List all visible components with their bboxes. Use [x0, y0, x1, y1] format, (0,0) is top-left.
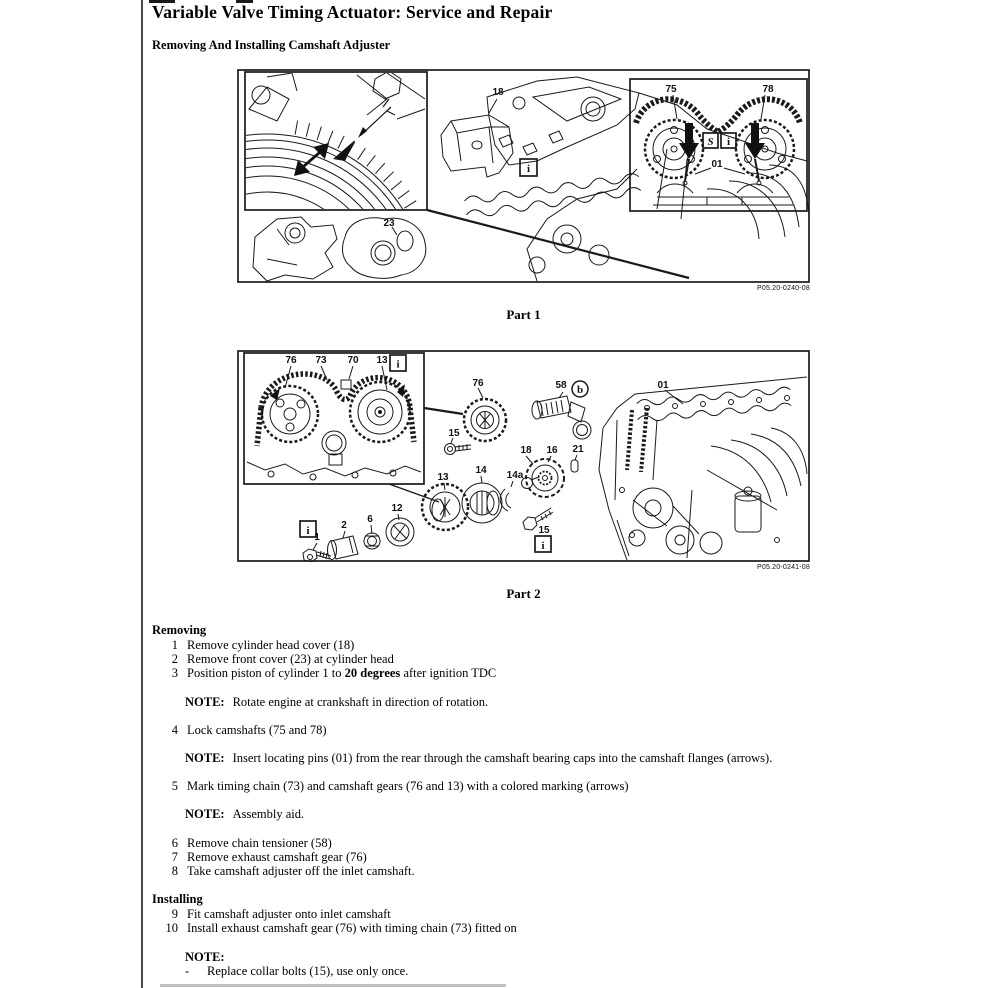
step-5: [152, 779, 872, 793]
part1-inset-damper: [245, 72, 427, 210]
callout-14a: 14a: [506, 470, 524, 481]
step-text: Install exhaust camshaft gear (76) with timing chain (73) fitted on: [187, 921, 517, 936]
step-number: 8: [171, 864, 178, 879]
installing-note-label-line: [185, 950, 872, 964]
removing-heading: Removing: [152, 623, 207, 637]
callout-78: 78: [762, 84, 774, 95]
tool-b-icon: b: [576, 384, 584, 396]
step-number: 5: [171, 779, 178, 794]
step-text: Take camshaft adjuster off the inlet camshaft.: [187, 864, 415, 879]
nut-6: [364, 533, 380, 549]
callout-23: 23: [383, 218, 395, 229]
note-label: NOTE:: [185, 694, 225, 709]
callout-2: 2: [341, 520, 347, 531]
section-subtitle: Removing And Installing Camshaft Adjuster: [152, 38, 391, 52]
collar-bolt-15: [445, 444, 456, 455]
step-number: 9: [171, 907, 178, 922]
callout-70: 70: [347, 355, 359, 366]
figure-part2: [237, 350, 810, 602]
step-6: [152, 836, 872, 850]
note-text: Rotate engine at crankshaft in direction of rotation.: [232, 694, 489, 709]
info-icon: i: [306, 525, 310, 537]
callout-13: 13: [376, 355, 388, 366]
callout-13b: 13: [437, 472, 449, 483]
info-icon: i: [726, 136, 731, 148]
bolt-15: [523, 517, 537, 530]
step-text: Lock camshafts (75 and 78): [187, 722, 327, 737]
callout-16: 16: [546, 445, 558, 456]
note-label: NOTE:: [185, 949, 225, 964]
step-text: Fit camshaft adjuster onto inlet camshaft: [187, 907, 391, 922]
sleeve-2: [331, 536, 358, 559]
installing-heading: Installing: [152, 892, 203, 907]
step-2: [152, 652, 872, 666]
timing-chain: [636, 99, 800, 132]
callout-14: 14: [475, 465, 487, 476]
step-number: 6: [171, 835, 178, 850]
step-text: Position piston of cylinder 1 to 20 degrees after ignition TDC: [187, 666, 497, 681]
callout-21: 21: [572, 444, 584, 455]
callout-12: 12: [391, 503, 403, 514]
callout-01: 01: [657, 380, 669, 391]
step-number: 2: [171, 652, 178, 667]
pointer-needle: [358, 127, 367, 138]
step-number: 10: [165, 921, 178, 936]
step-number: 1: [171, 638, 178, 652]
figure-part2-caption: Part 2: [506, 586, 541, 601]
bolt-1: [303, 549, 317, 562]
pin-21: [571, 460, 578, 472]
step-9: [152, 907, 872, 921]
callout-76b: 76: [472, 378, 484, 389]
callout-15: 15: [448, 428, 460, 439]
part2-frame: [238, 351, 809, 561]
step-text: Remove cylinder head cover (18): [187, 638, 355, 652]
note-label: NOTE:: [185, 751, 225, 766]
installing-note-item: [185, 964, 872, 978]
callout-6: 6: [367, 514, 373, 525]
step-10: [152, 921, 872, 935]
figure-part1-caption: Part 1: [506, 307, 541, 322]
inset-pointer-line: [427, 210, 689, 278]
document-content: [152, 0, 872, 978]
info-icon: i: [541, 540, 545, 552]
callout-18: 18: [492, 87, 504, 98]
info-icon: i: [526, 163, 531, 175]
step-7: [152, 850, 872, 864]
note-text: Insert locating pins (01) from the rear through the camshaft bearing caps into the camshaft flanges (arrows).: [232, 751, 773, 766]
step-8: [152, 864, 872, 878]
part2-linework: [238, 351, 809, 562]
callout-76: 76: [285, 355, 297, 366]
left-border-rule: [141, 0, 143, 988]
note-item-text: Replace collar bolts (15), use only once.: [207, 963, 409, 978]
step-4: [152, 723, 872, 737]
step-3: [152, 666, 872, 680]
s-icon: S: [707, 136, 714, 148]
step-number: 3: [171, 666, 178, 681]
step-text: Remove exhaust camshaft gear (76): [187, 849, 367, 864]
page-title: Variable Valve Timing Actuator: Service and Repair: [152, 2, 553, 22]
figure-part1-ref: P05.20-0240-08: [756, 285, 810, 292]
callout-15b: 15: [538, 525, 550, 536]
note-assembly-aid: [185, 807, 872, 821]
callout-01: 01: [711, 159, 723, 170]
figure-part2-diagram: [237, 350, 810, 562]
step-text: Remove chain tensioner (58): [187, 835, 332, 850]
step-text: Mark timing chain (73) and camshaft gears (76 and 13) with a colored marking (arrows): [187, 779, 629, 794]
callout-58: 58: [555, 380, 567, 391]
figure-part1-diagram: [237, 69, 810, 283]
part1-linework: [237, 70, 809, 283]
engine-chain: [627, 408, 647, 472]
cutoff-text-bottom: [160, 984, 506, 987]
step-text: Remove front cover (23) at cylinder head: [187, 652, 394, 667]
cylinder-head-cover: [487, 77, 639, 165]
step-1: [152, 638, 872, 652]
note-locating-pins: [185, 751, 872, 765]
note-rotate-engine: [185, 695, 872, 709]
step-number: 7: [171, 849, 178, 864]
thermostat-housing: [253, 217, 337, 281]
figure-part2-ref: P05.20-0241-08: [756, 564, 810, 571]
callout-18: 18: [520, 445, 532, 456]
washer-14a: [500, 481, 513, 511]
step-number: 4: [171, 722, 178, 737]
callout-73: 73: [315, 355, 327, 366]
callout-1: 1: [314, 532, 320, 543]
callout-75: 75: [665, 84, 677, 95]
dash-bullet: -: [185, 963, 190, 978]
figure-part1: [237, 69, 810, 323]
note-text: Assembly aid.: [232, 807, 305, 822]
info-icon: i: [396, 358, 400, 371]
note-label: NOTE:: [185, 807, 225, 822]
